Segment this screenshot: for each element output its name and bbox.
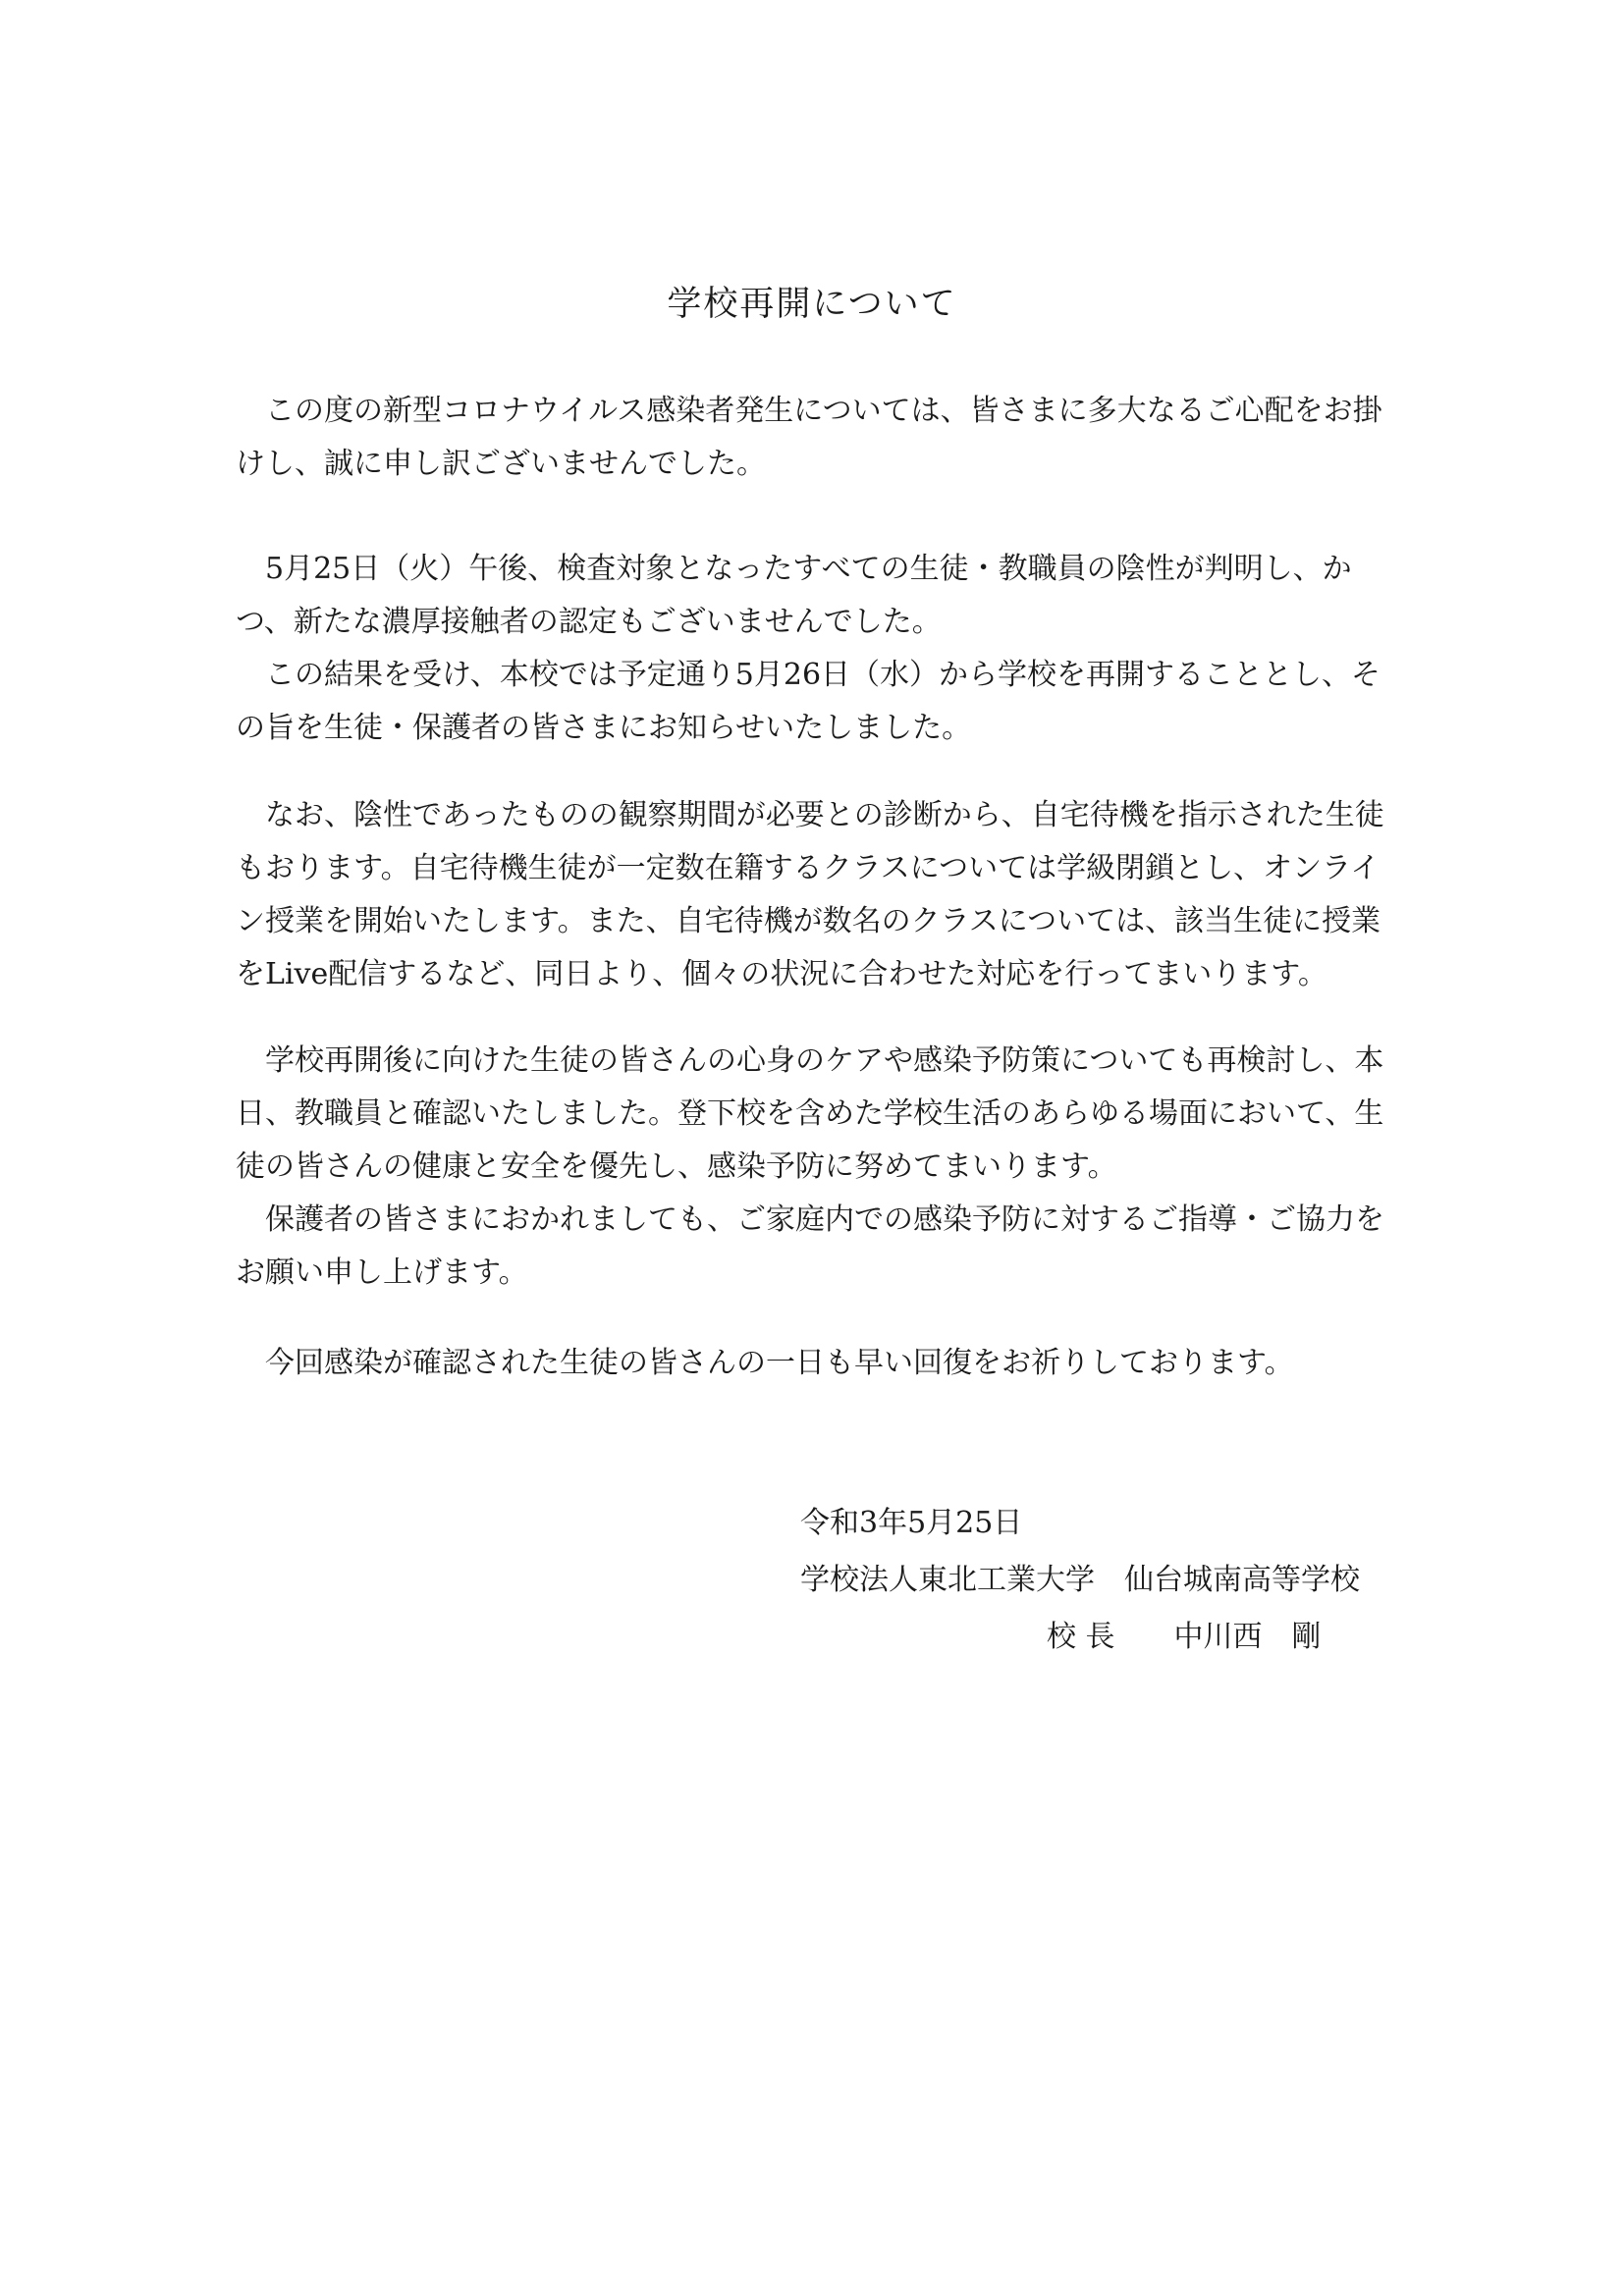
paragraph-apology: この度の新型コロナウイルス感染者発生については、皆さまに多大なるご心配をお掛けし、誠に申し訳ございませんでした。 <box>236 394 1382 481</box>
signature-school: 学校法人東北工業大学 仙台城南高等学校 <box>800 1563 1360 1597</box>
paragraph-guardian-request: 保護者の皆さまにおかれましても、ご家庭内での感染予防に対するご指導・ご協力をお願い申し上げます。 <box>236 1202 1384 1290</box>
document-title: 学校再開について <box>667 285 957 324</box>
paragraph-recovery-wish: 今回感染が確認された生徒の皆さんの一日も早い回復をお祈りしております。 <box>265 1346 1294 1380</box>
paragraph-student-care: 学校再開後に向けた生徒の皆さんの心身のケアや感染予防策についても再検討し、本日、教職員と確認いたしました。登下校を含めた学校生活のあらゆる場面において、生徒の皆さんの健康と安全を優先し、感染予防に努めてまいります。 <box>236 1043 1384 1184</box>
paragraph-home-standby: なお、陰性であったものの観察期間が必要との診断から、自宅待機を指示された生徒もおります。自宅待機生徒が一定数在籍するクラスについては学級閉鎖とし、オンライン授業を開始いたします。また、自宅待機が数名のクラスについては、該当生徒に授業をLive配信するなど、同日より、個々の状況に合わせた対応を行ってまいります。 <box>236 798 1384 991</box>
signature-date: 令和3年5月25日 <box>800 1506 1023 1540</box>
signature-principal: 校 長 中川西 剛 <box>1047 1620 1322 1654</box>
paragraph-reopening: この結果を受け、本校では予定通り5月26日（水）から学校を再開することとし、その旨を生徒・保護者の皆さまにお知らせいたしました。 <box>236 658 1381 745</box>
paragraph-test-results: 5月25日（火）午後、検査対象となったすべての生徒・教職員の陰性が判明し、かつ、新たな濃厚接触者の認定もございませんでした。 <box>236 552 1352 639</box>
